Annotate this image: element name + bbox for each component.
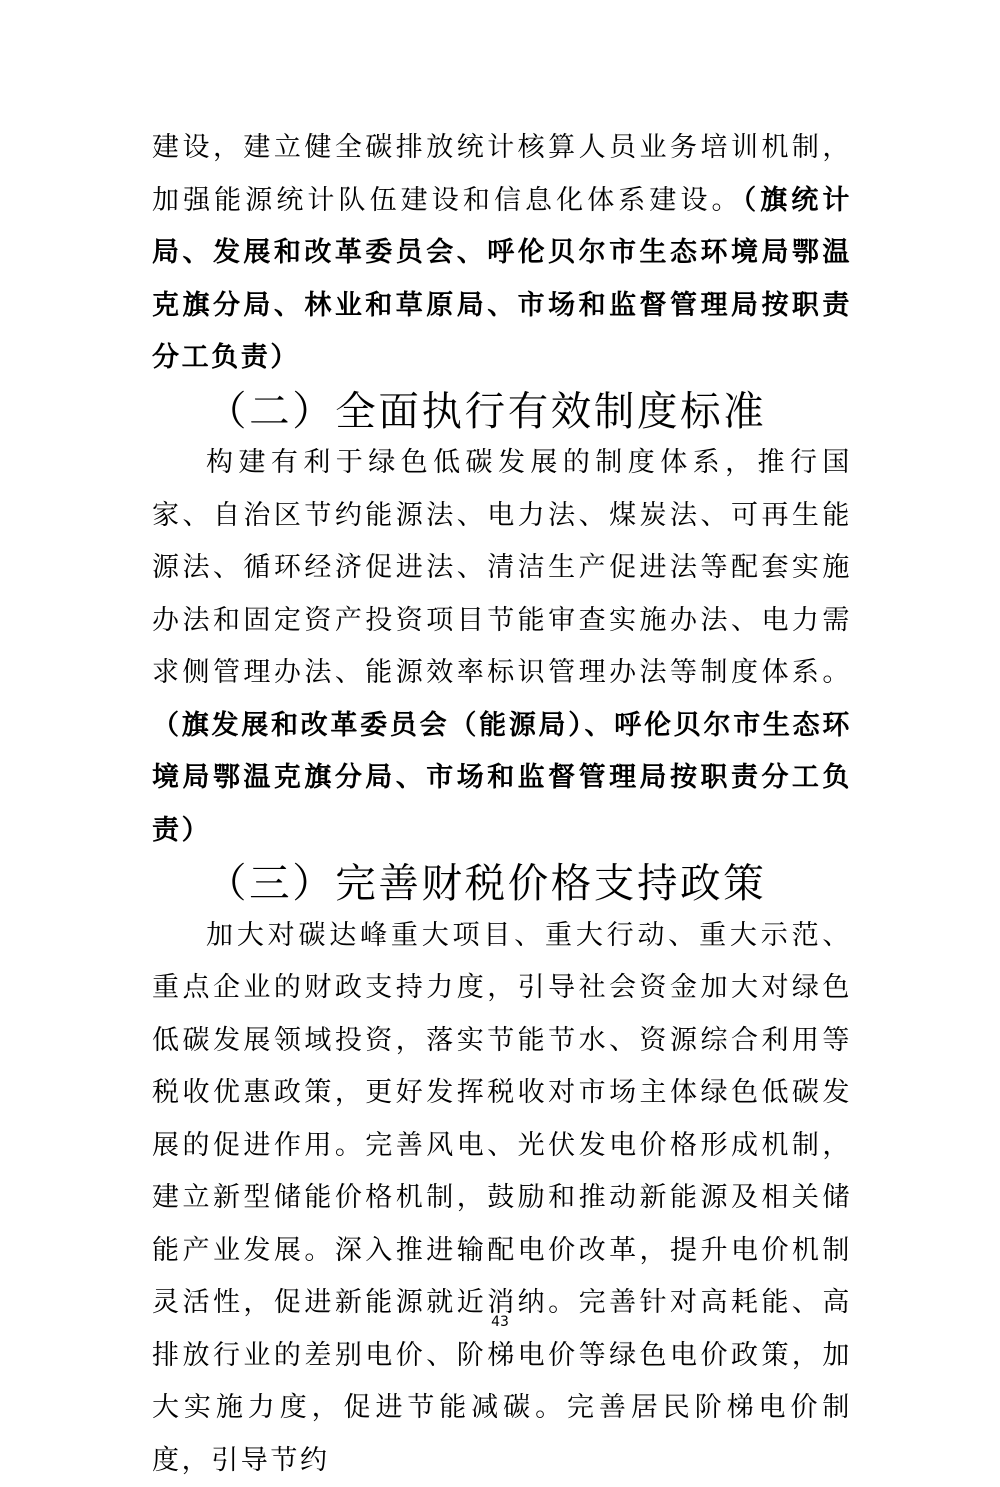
section-heading-3: （三）完善财税价格支持政策 — [152, 857, 852, 910]
document-body — [152, 122, 852, 1487]
paragraph-text: 建设，建立健全碳排放统计核算人员业务培训机制，加强能源统计队伍建设和信息化体系建设。 — [152, 132, 852, 216]
section-heading-2: （二）全面执行有效制度标准 — [152, 385, 852, 438]
paragraph-institutional-standards — [152, 437, 852, 857]
paragraph-continuation — [152, 122, 852, 385]
responsibility-note: （旗发展和改革委员会（能源局）、呼伦贝尔市生态环境局鄂温克旗分局、市场和监督管理局按职责分工负责） — [152, 710, 852, 846]
responsibility-note: （旗统计局、发展和改革委员会、呼伦贝尔市生态环境局鄂温克旗分局、林业和草原局、市场和监督管理局按职责分工负责） — [152, 185, 852, 374]
paragraph-fiscal-policy: 加大对碳达峰重大项目、重大行动、重大示范、重点企业的财政支持力度，引导社会资金加大对绿色低碳发展领域投资，落实节能节水、资源综合利用等税收优惠政策，更好发挥税收对市场主体绿色低碳发展的促进作用。完善风电、光伏发电价格形成机制，建立新型储能价格机制，鼓励和推动新能源及相关储能产业发展。深入推进输配电价改革，提升电价机制灵活性，促进新能源就近消纳。完善针对高耗能、高排放行业的差别电价、阶梯电价等绿色电价政策，加大实施力度，促进节能减碳。完善居民阶梯电价制度，引导节约 — [152, 910, 852, 1487]
paragraph-text: 构建有利于绿色低碳发展的制度体系，推行国家、自治区节约能源法、电力法、煤炭法、可再生能源法、循环经济促进法、清洁生产促进法等配套实施办法和固定资产投资项目节能审查实施办法、电力需求侧管理办法、能源效率标识管理办法等制度体系。 — [152, 447, 852, 688]
page-number: 43 — [0, 1314, 1000, 1330]
